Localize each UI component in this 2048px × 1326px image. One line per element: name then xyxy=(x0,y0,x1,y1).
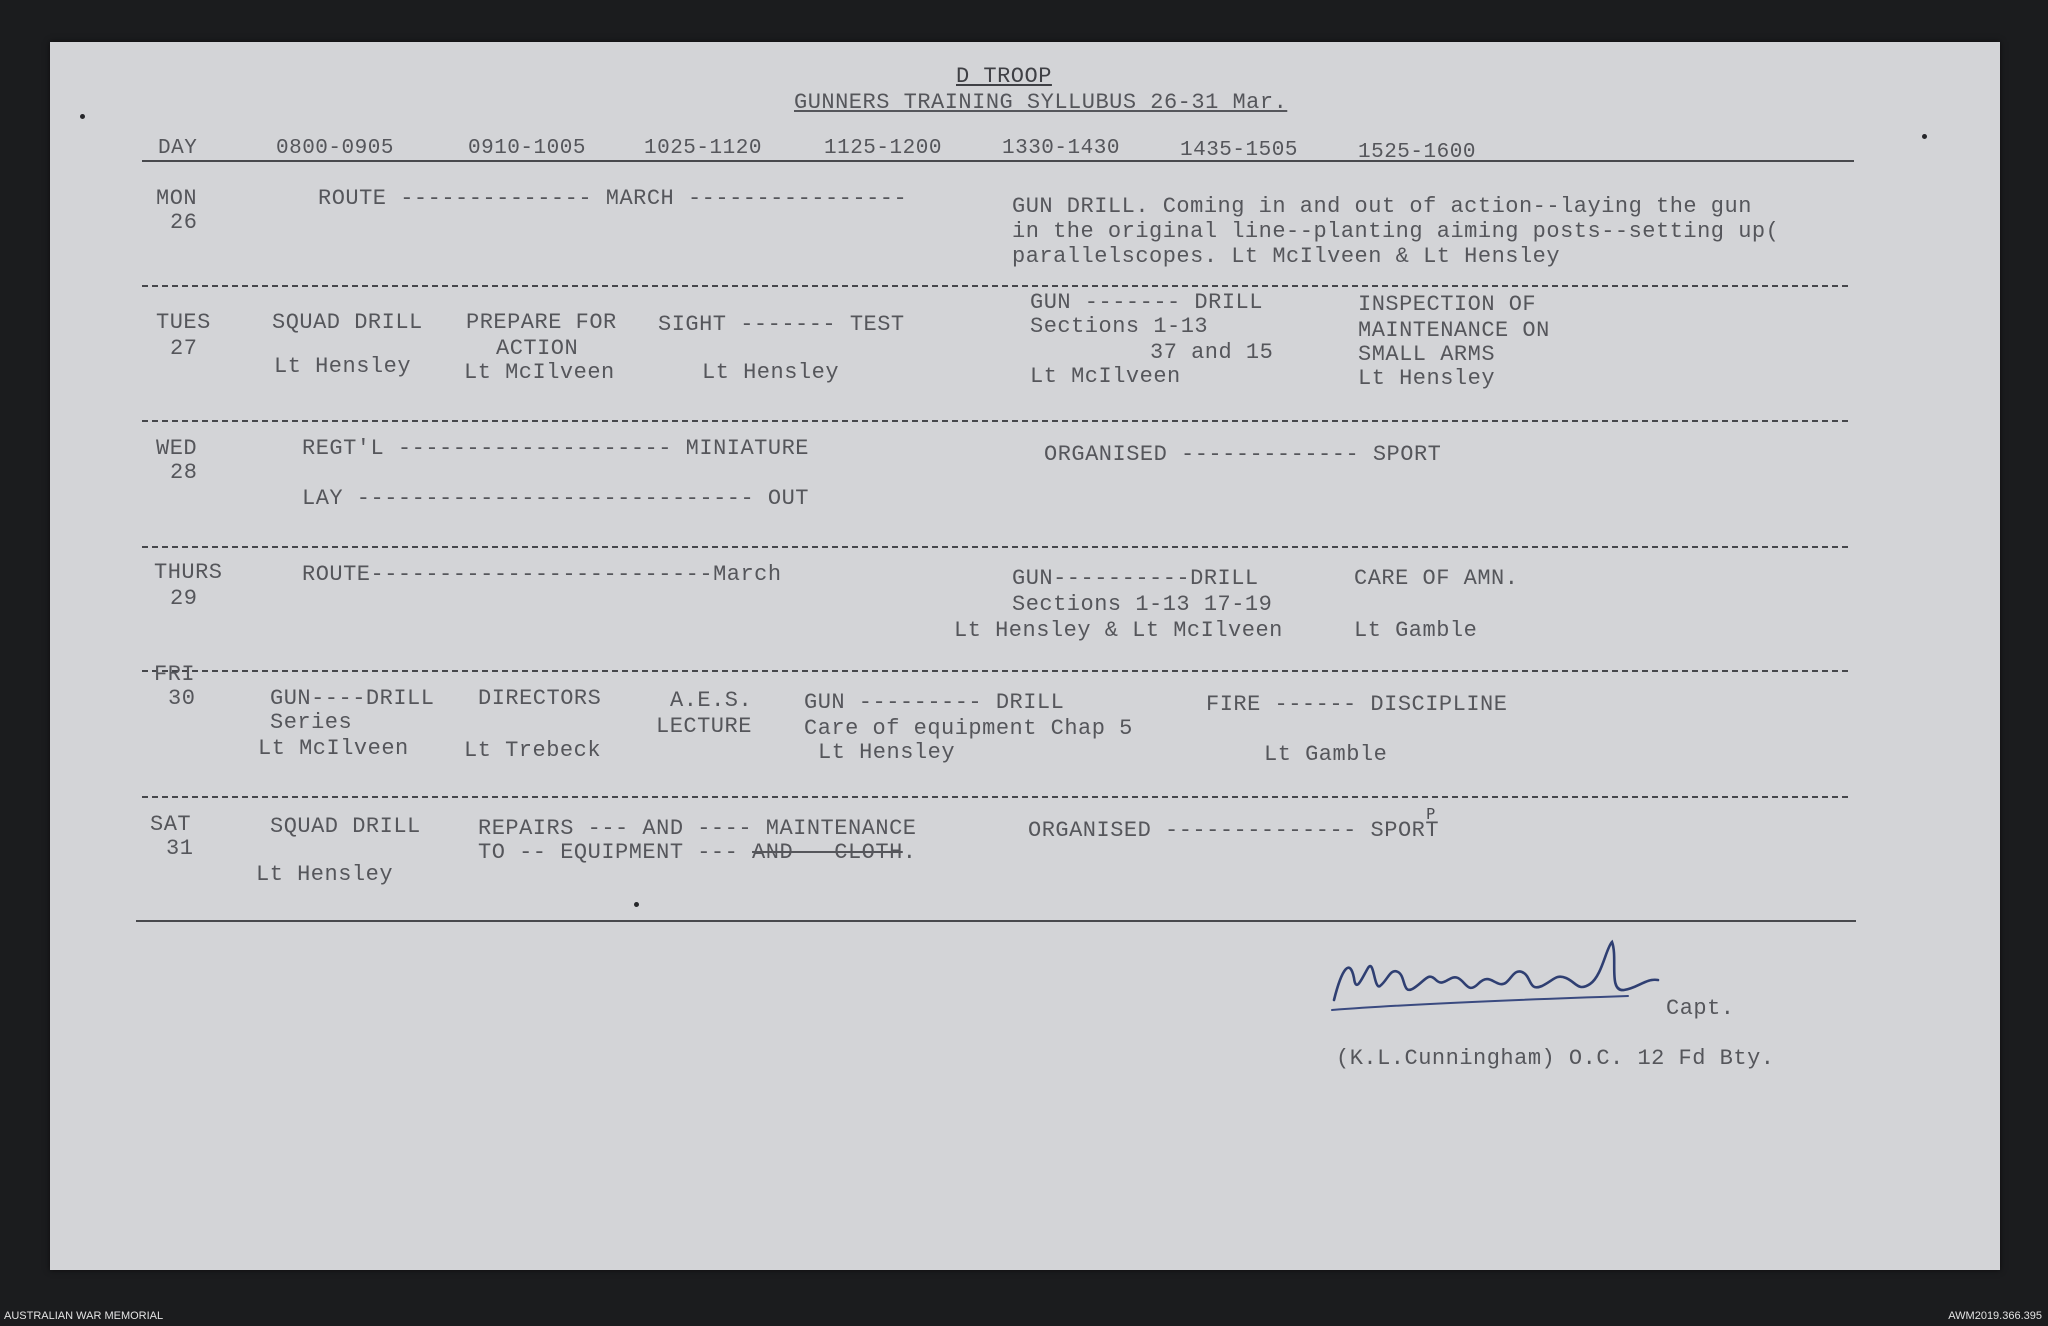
tues-sight-test: SIGHT ------- TEST xyxy=(658,312,905,337)
footer-left: AUSTRALIAN WAR MEMORIAL xyxy=(4,1310,164,1322)
header-period-2: 0910-1005 xyxy=(468,137,586,160)
sat-date: 31 xyxy=(166,836,194,861)
tues-prepare-action: ACTION xyxy=(496,336,579,361)
tues-sections-2: 37 and 15 xyxy=(1150,340,1274,365)
fri-fire-officer: Lt Gamble xyxy=(1264,742,1388,767)
thurs-date: 29 xyxy=(170,586,198,611)
sat-organised-sport: ORGANISED -------------- SPORT xyxy=(1028,818,1440,843)
fri-gun-drill-2: GUN --------- DRILL xyxy=(804,690,1065,715)
document-title: D TROOP xyxy=(956,64,1052,89)
header-period-4: 1125-1200 xyxy=(824,137,942,160)
fri-date: 30 xyxy=(168,686,196,711)
thurs-sections: Sections 1-13 17-19 xyxy=(1012,592,1273,617)
header-period-5: 1330-1430 xyxy=(1002,137,1120,160)
row-divider xyxy=(142,670,1848,672)
fri-lecture: LECTURE xyxy=(656,714,752,739)
fri-care-equipment: Care of equipment Chap 5 xyxy=(804,716,1133,741)
thurs-officers: Lt Hensley & Lt McIlveen xyxy=(954,618,1283,643)
tues-squad-drill: SQUAD DRILL xyxy=(272,310,423,335)
fri-day: FRI xyxy=(154,662,196,687)
mon-day: MON xyxy=(156,186,198,211)
mon-route-march: ROUTE -------------- MARCH ---------------- xyxy=(318,186,908,211)
tues-date: 27 xyxy=(170,336,198,361)
sat-handwritten-p: P xyxy=(1426,805,1436,823)
sat-period: . xyxy=(902,840,917,865)
thurs-day: THURS xyxy=(154,560,223,585)
tues-squad-drill-officer: Lt Hensley xyxy=(274,354,412,379)
header-period-1: 0800-0905 xyxy=(276,137,394,160)
wed-date: 28 xyxy=(170,460,198,485)
fri-directors-officer: Lt Trebeck xyxy=(464,738,602,763)
signature-name-line: (K.L.Cunningham) O.C. 12 Fd Bty. xyxy=(1336,1046,1775,1071)
wed-organised-sport: ORGANISED ------------- SPORT xyxy=(1044,442,1442,467)
paper-speck xyxy=(80,114,85,119)
header-period-3: 1025-1120 xyxy=(644,137,762,160)
sat-squad-officer: Lt Hensley xyxy=(256,862,394,887)
thurs-care-officer: Lt Gamble xyxy=(1354,618,1478,643)
tues-inspection-2: MAINTENANCE ON xyxy=(1358,318,1550,343)
thurs-route-march: ROUTE-------------------------March xyxy=(302,562,782,587)
fri-series: Series xyxy=(270,710,353,735)
fri-gun-officer-2: Lt Hensley xyxy=(818,740,956,765)
tues-inspection-officer: Lt Hensley xyxy=(1358,366,1496,391)
mon-gun-drill-line-2: in the original line--planting aiming posts--setting up( xyxy=(1012,219,1780,244)
tues-sight-officer: Lt Hensley xyxy=(702,360,840,385)
paper-speck xyxy=(634,902,639,907)
sat-struck-text: AND --CLOTH xyxy=(752,840,903,865)
document-subtitle: GUNNERS TRAINING SYLLUBUS 26-31 Mar. xyxy=(794,90,1288,115)
bottom-rule xyxy=(136,920,1856,922)
signature-capt: Capt. xyxy=(1666,996,1735,1021)
fri-aes: A.E.S. xyxy=(670,688,753,713)
thurs-gun-drill: GUN----------DRILL xyxy=(1012,566,1259,591)
row-divider xyxy=(142,546,1848,548)
header-day: DAY xyxy=(158,137,198,160)
tues-day: TUES xyxy=(156,310,211,335)
signature-image xyxy=(1328,938,1688,1028)
fri-directors: DIRECTORS xyxy=(478,686,602,711)
tues-prepare-officer: Lt McIlveen xyxy=(464,360,615,385)
tues-gun-drill: GUN ------- DRILL xyxy=(1030,290,1263,315)
sat-to-equipment xyxy=(478,840,916,866)
tues-sections: Sections 1-13 xyxy=(1030,314,1209,339)
sat-repairs-maintenance: REPAIRS --- AND ---- MAINTENANCE xyxy=(478,816,917,841)
thurs-care-amn: CARE OF AMN. xyxy=(1354,566,1519,591)
mon-date: 26 xyxy=(170,210,198,235)
header-rule xyxy=(142,160,1854,162)
tues-inspection-3: SMALL ARMS xyxy=(1358,342,1496,367)
tues-gun-officer: Lt McIlveen xyxy=(1030,364,1181,389)
fri-fire-discipline: FIRE ------ DISCIPLINE xyxy=(1206,692,1508,717)
fri-gun-drill: GUN----DRILL xyxy=(270,686,435,711)
row-divider xyxy=(142,420,1848,422)
fri-gun-officer: Lt McIlveen xyxy=(258,736,409,761)
sat-day: SAT xyxy=(150,812,192,837)
sat-squad-drill: SQUAD DRILL xyxy=(270,814,421,839)
sat-to-equipment-text: TO -- EQUIPMENT --- xyxy=(478,840,739,865)
header-period-7: 1525-1600 xyxy=(1358,141,1476,164)
footer-right: AWM2019.366.395 xyxy=(1948,1310,2042,1322)
wed-day: WED xyxy=(156,436,198,461)
mon-gun-drill-line-1: GUN DRILL. Coming in and out of action--laying the gun xyxy=(1012,194,1752,219)
wed-lay-out: LAY ----------------------------- OUT xyxy=(302,486,809,511)
row-divider xyxy=(142,796,1848,798)
header-period-6: 1435-1505 xyxy=(1180,139,1298,162)
paper-speck xyxy=(1922,134,1927,139)
tues-prepare: PREPARE FOR xyxy=(466,310,617,335)
mon-gun-drill-line-3: parallelscopes. Lt McIlveen & Lt Hensley xyxy=(1012,244,1561,269)
tues-inspection: INSPECTION OF xyxy=(1358,292,1537,317)
row-divider xyxy=(142,285,1848,287)
wed-regtl-miniature: REGT'L -------------------- MINIATURE xyxy=(302,436,809,461)
